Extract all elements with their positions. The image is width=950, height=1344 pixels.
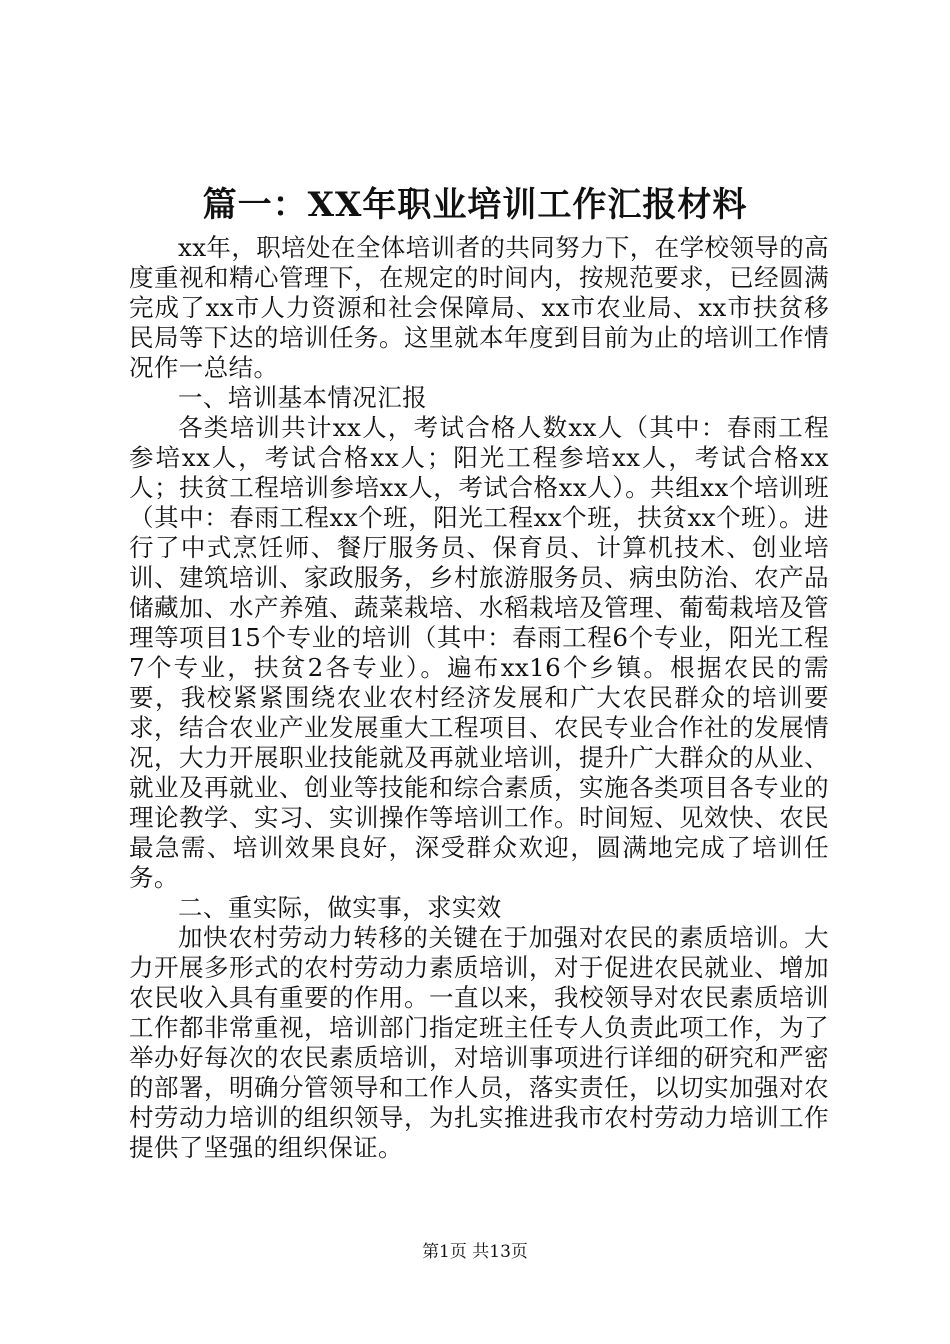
document-body xyxy=(129,233,829,1163)
page-number-footer: 第1页 共13页 xyxy=(422,1242,528,1262)
section-heading-1: 一、培训基本情况汇报 xyxy=(178,383,427,412)
section-1-paragraph: 各类培训共计xx人，考试合格人数xx人（其中：春雨工程参培xx人，考试合格xx人；阳光工程参培xx人，考试合格xx人；扶贫工程培训参培xx人，考试合格xx人）。共组xx个培训班（其中：春雨工程xx个班，阳光工程xx个班，扶贫xx个班）。进行了中式烹饪师、餐厅服务员、保育员、计算机技术、创业培训、建筑培训、家政服务，乡村旅游服务员、病虫防治、农产品储藏加、水产养殖、蔬菜栽培、水稻栽培及管理、葡萄栽培及管理等项目15个专业的培训（其中：春雨工程6个专业，阳光工程7个专业，扶贫2各专业）。遍布xx16个乡镇。根据农民的需要，我校紧紧围绕农业农村经济发展和广大农民群众的培训要求，结合农业产业发展重大工程项目、农民专业合作社的发展情况，大力开展职业技能就及再就业培训，提升广大群众的从业、就业及再就业、创业等技能和综合素质，实施各类项目各专业的理论教学、实习、实训操作等培训工作。时间短、见效快、农民最急需、培训效果良好，深受群众欢迎，圆满地完成了培训任务。 xyxy=(129,413,829,892)
document-title: 篇一：XX年职业培训工作汇报材料 xyxy=(202,185,748,225)
section-2-paragraph: 加快农村劳动力转移的关键在于加强对农民的素质培训。大力开展多形式的农村劳动力素质培训，对于促进农民就业、增加农民收入具有重要的作用。一直以来，我校领导对农民素质培训工作都非常重视，培训部门指定班主任专人负责此项工作，为了举办好每次的农民素质培训，对培训事项进行详细的研究和严密的部署，明确分管领导和工作人员，落实责任，以切实加强对农村劳动力培训的组织领导，为扎实推进我市农村劳动力培训工作提供了坚强的组织保证。 xyxy=(129,923,829,1162)
section-heading-2: 二、重实际，做实事，求实效 xyxy=(178,893,502,922)
intro-paragraph: xx年，职培处在全体培训者的共同努力下，在学校领导的高度重视和精心管理下，在规定的时间内，按规范要求，已经圆满完成了xx市人力资源和社会保障局、xx市农业局、xx市扶贫移民局等下达的培训任务。这里就本年度到目前为止的培训工作情况作一总结。 xyxy=(129,233,829,382)
